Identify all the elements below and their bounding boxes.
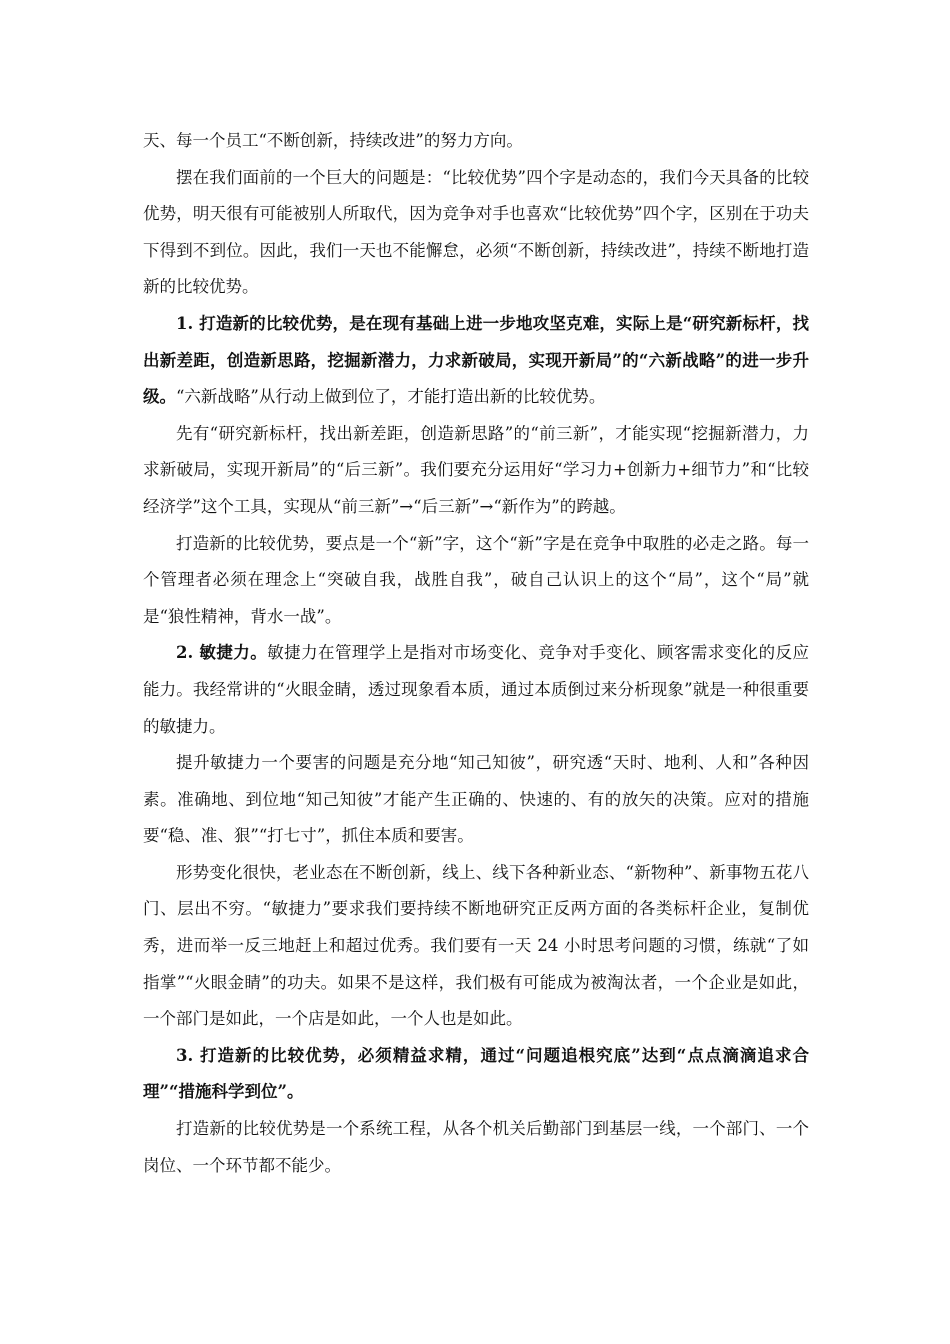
paragraph-text: 敏捷力在管理学上是指对市场变化、竞争对手变化、顾客需求变化的反应能力。我经常讲的“火眼金睛，透过现象看本质，通过本质倒过来分析现象”就是一种很重要的敏捷力。 — [143, 643, 809, 736]
paragraph — [143, 160, 809, 306]
paragraph-text: 打造新的比较优势是一个系统工程，从各个机关后勤部门到基层一线，一个部门、一个岗位、一个环节都不能少。 — [143, 1119, 809, 1175]
paragraph-text: 摆在我们面前的一个巨大的问题是：“比较优势”四个字是动态的，我们今天具备的比较优势，明天很有可能被别人所取代，因为竞争对手也喜欢“比较优势”四个字，区别在于功夫下得到不到位。因此，我们一天也不能懈怠，必须“不断创新，持续改进”，持续不断地打造新的比较优势。 — [143, 167, 809, 297]
point-heading: 3. 打造新的比较优势，必须精益求精，通过“问题追根究底”达到“点点滴滴追求合理”“措施科学到位”。 — [143, 1045, 809, 1102]
paragraph-text: 先有“研究新标杆，找出新差距，创造新思路”的“前三新”，才能实现“挖掘新潜力，力求新破局，实现开新局”的“后三新”。我们要充分运用好“学习力+创新力+细节力”和“比较经济学”这个工具，实现从“前三新”→“后三新”→“新作为”的跨越。 — [143, 423, 809, 516]
document-page — [143, 123, 809, 1184]
paragraph-point-3 — [143, 1038, 809, 1111]
paragraph — [143, 526, 809, 636]
paragraph-point-1 — [143, 306, 809, 416]
paragraph — [143, 1111, 809, 1184]
paragraph-text: “六新战略”从行动上做到位了，才能打造出新的比较优势。 — [176, 387, 606, 407]
paragraph-text: 打造新的比较优势，要点是一个“新”字，这个“新”字是在竞争中取胜的必走之路。每一个管理者必须在理念上“突破自我，战胜自我”，破自己认识上的这个“局”，这个“局”就是“狼性精神，背水一战”。 — [143, 533, 809, 626]
paragraph-text: 形势变化很快，老业态在不断创新，线上、线下各种新业态、“新物种”、新事物五花八门、层出不穷。“敏捷力”要求我们要持续不断地研究正反两方面的各类标杆企业，复制优秀，进而举一反三地赶上和超过优秀。我们要有一天 24 小时思考问题的习惯，练就“了如指掌”“火眼金睛”的功夫。如果不是这样，我们极有可能成为被淘汰者，一个企业是如此，一个部门是如此，一个店是如此，一个人也是如此。 — [143, 862, 809, 1029]
point-heading: 2. 敏捷力。 — [176, 643, 268, 663]
paragraph-point-2 — [143, 635, 809, 745]
point-heading: 1. 打造新的比较优势，是在现有基础上进一步地攻坚克难，实际上是“研究新标杆，找出新差距，创造新思路，挖掘新潜力，力求新破局，实现开新局”的“六新战略”的进一步升级。 — [143, 313, 809, 407]
paragraph — [143, 855, 809, 1038]
paragraph-text: 提升敏捷力一个要害的问题是充分地“知己知彼”，研究透“天时、地利、人和”各种因素。准确地、到位地“知己知彼”才能产生正确的、快速的、有的放矢的决策。应对的措施要“稳、准、狠”“打七寸”，抓住本质和要害。 — [143, 753, 809, 846]
paragraph — [143, 416, 809, 526]
paragraph-text: 天、每一个员工“不断创新，持续改进”的努力方向。 — [143, 131, 523, 150]
paragraph-continuation — [143, 123, 809, 160]
paragraph — [143, 745, 809, 855]
